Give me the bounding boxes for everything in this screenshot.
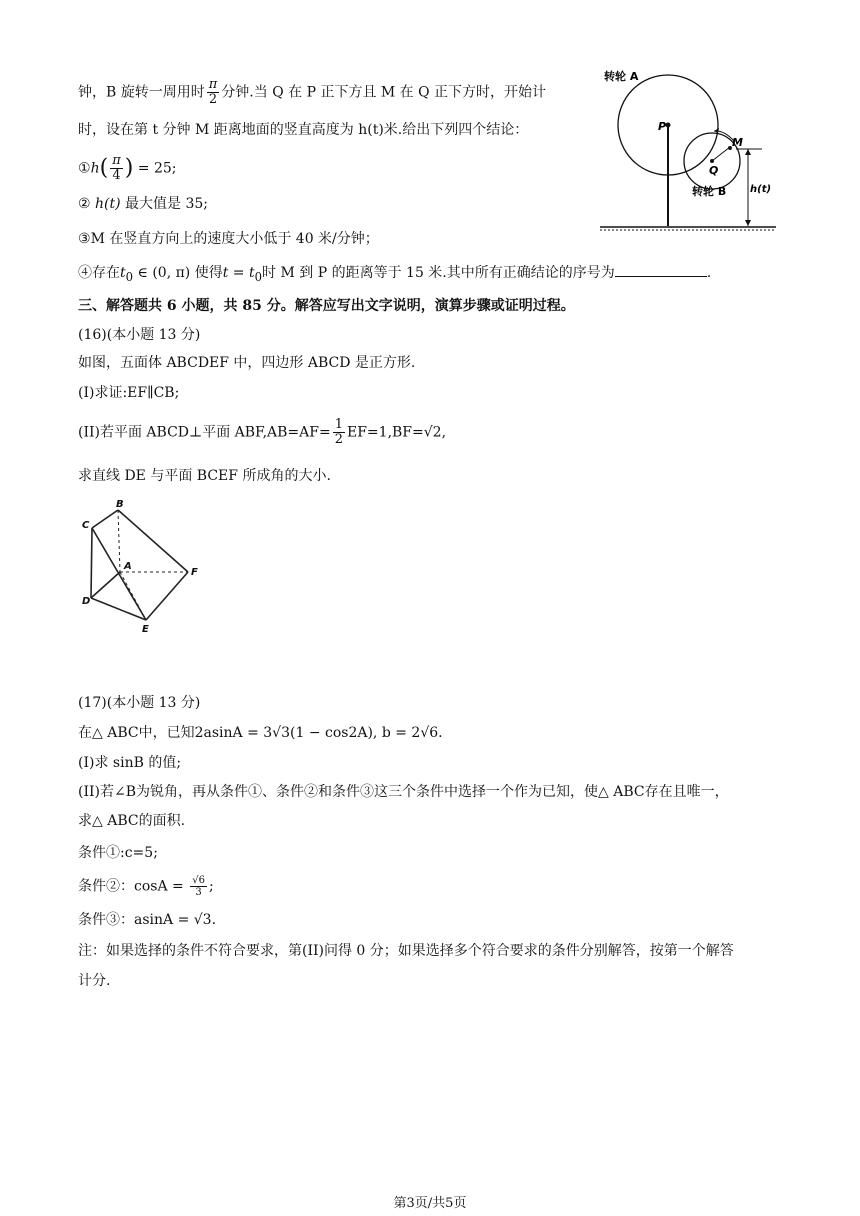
answer-blank[interactable] bbox=[615, 262, 707, 277]
vertex-d: D bbox=[82, 596, 91, 607]
frac-num: π bbox=[112, 153, 121, 168]
height-arrow-up-icon bbox=[745, 149, 751, 155]
c4-b: 使得 bbox=[194, 265, 223, 281]
q17-header: (17)(本小题 13 分) bbox=[78, 695, 201, 711]
vertex-e: E bbox=[142, 624, 149, 635]
q16-part2-b: EF=1,BF=√2, bbox=[347, 424, 447, 441]
q17-stem: 在△ ABC中，已知2asinA = 3√3(1 − cos2A), b = 2√6. bbox=[78, 725, 443, 741]
frac-den: 3 bbox=[190, 886, 207, 898]
height-arrow-down-icon bbox=[745, 220, 751, 226]
q16-part1: (I)求证:EF∥CB; bbox=[78, 385, 180, 401]
c4-interval: ∈ (0, π) bbox=[137, 265, 191, 281]
q16-frac bbox=[333, 418, 345, 447]
q17-part3: 求△ ABC的面积. bbox=[78, 813, 186, 829]
q16-part2-a: (II)若平面 ABCD⊥平面 ABF,AB=AF= bbox=[78, 424, 331, 441]
t0-sub: 0 bbox=[125, 269, 134, 284]
circled-4: ④ bbox=[78, 265, 92, 281]
label-q: Q bbox=[709, 164, 719, 177]
label-p: P bbox=[658, 120, 667, 133]
q15-line1 bbox=[78, 78, 546, 107]
q15-conclusion-4 bbox=[78, 262, 711, 287]
c4-a: 存在 bbox=[92, 265, 120, 281]
q16-part3: 求直线 DE 与平面 BCEF 所成角的大小. bbox=[78, 468, 331, 484]
q15-line1-frac bbox=[207, 78, 220, 107]
frac-num: √6 bbox=[192, 875, 205, 886]
wheel-b-label: 转轮 B bbox=[692, 185, 727, 198]
edge-da bbox=[91, 572, 120, 598]
radius-qm bbox=[712, 147, 730, 161]
cond2-b: ; bbox=[208, 878, 214, 895]
q17-note-1: 注：如果选择的条件不符合要求，第(II)问得 0 分；如果选择多个符合要求的条件分别解答，按第一个解答 bbox=[78, 943, 734, 959]
edge-fe bbox=[146, 572, 188, 620]
q17-condition-3: 条件③：asinA = √3. bbox=[78, 912, 217, 928]
vertex-b: B bbox=[116, 499, 124, 510]
frac-den: 4 bbox=[110, 168, 123, 183]
vertex-f: F bbox=[191, 567, 198, 578]
ferris-wheel-figure bbox=[596, 64, 786, 236]
pentahedron-figure bbox=[78, 496, 208, 636]
c2-text: 最大值是 35; bbox=[125, 196, 209, 212]
circled-1: ① bbox=[78, 160, 91, 177]
q15-conclusion-1 bbox=[78, 154, 177, 183]
paren-open: ( bbox=[99, 155, 109, 181]
q17-note-2: 计分. bbox=[78, 973, 111, 989]
q15-conclusion-3 bbox=[78, 229, 379, 249]
wheel-a-label: 转轮 A bbox=[604, 70, 639, 83]
q17-part2: (II)若∠B为锐角，再从条件①、条件②和条件③这三个条件中选择一个作为已知，使△ ABC存在且唯一， bbox=[78, 784, 729, 800]
page-footer: 第3页/共5页 bbox=[393, 1196, 467, 1211]
paren-close: ) bbox=[124, 155, 134, 181]
c4-eq: t = t bbox=[222, 265, 255, 281]
point-p bbox=[666, 123, 671, 128]
q16-header: (16)(本小题 13 分) bbox=[78, 327, 201, 343]
section-3-title: 三、解答题共 6 小题，共 85 分。解答应写出文字说明，演算步骤或证明过程。 bbox=[78, 298, 575, 314]
t0-sub-2: 0 bbox=[254, 269, 263, 284]
vertex-c: C bbox=[82, 520, 90, 531]
circled-2: ② bbox=[78, 196, 91, 212]
label-h: h(t) bbox=[750, 184, 772, 195]
frac-num: π bbox=[208, 77, 218, 92]
c1-frac bbox=[110, 154, 123, 183]
frac-num: 1 bbox=[334, 417, 343, 432]
vertex-a: A bbox=[124, 561, 132, 572]
label-m: M bbox=[732, 136, 743, 149]
c4-end: . bbox=[706, 265, 712, 281]
cond2-frac bbox=[190, 875, 207, 898]
c3-text: M 在竖直方向上的速度大小低于 40 米/分钟； bbox=[90, 231, 379, 247]
q15-line1-a: 钟，B 旋转一周用时 bbox=[78, 84, 205, 101]
c4-c: 时 M 到 P 的距离等于 15 米.其中所有正确结论的序号为 bbox=[262, 265, 615, 281]
q17-condition-2 bbox=[78, 875, 214, 898]
edge-de bbox=[91, 598, 146, 620]
t0-t: t bbox=[120, 265, 126, 281]
q16-part2 bbox=[78, 418, 446, 447]
frac-den: 2 bbox=[207, 92, 220, 107]
q15-line1-b: 分钟.当 Q 在 P 正下方且 M 在 Q 正下方时，开始计 bbox=[221, 84, 547, 101]
circled-3: ③ bbox=[78, 231, 91, 247]
edge-cd bbox=[91, 528, 92, 598]
q15-conclusion-2 bbox=[78, 194, 208, 214]
h-symbol: h bbox=[90, 160, 100, 177]
q15-line2: 时，设在第 t 分钟 M 距离地面的竖直高度为 h(t)米.给出下列四个结论： bbox=[78, 122, 529, 138]
edge-ba-hidden bbox=[118, 510, 120, 572]
q17-part1: (I)求 sinB 的值; bbox=[78, 755, 182, 771]
frac-den: 2 bbox=[334, 432, 343, 447]
edge-cb bbox=[92, 510, 118, 528]
cond2-a: 条件②：cosA = bbox=[78, 878, 184, 895]
q16-stem: 如图，五面体 ABCDEF 中，四边形 ABCD 是正方形. bbox=[78, 355, 416, 371]
h-t-expr: h(t) bbox=[95, 196, 121, 212]
q17-condition-1: 条件①:c=5; bbox=[78, 845, 158, 861]
c1-tail: = 25; bbox=[137, 160, 177, 177]
